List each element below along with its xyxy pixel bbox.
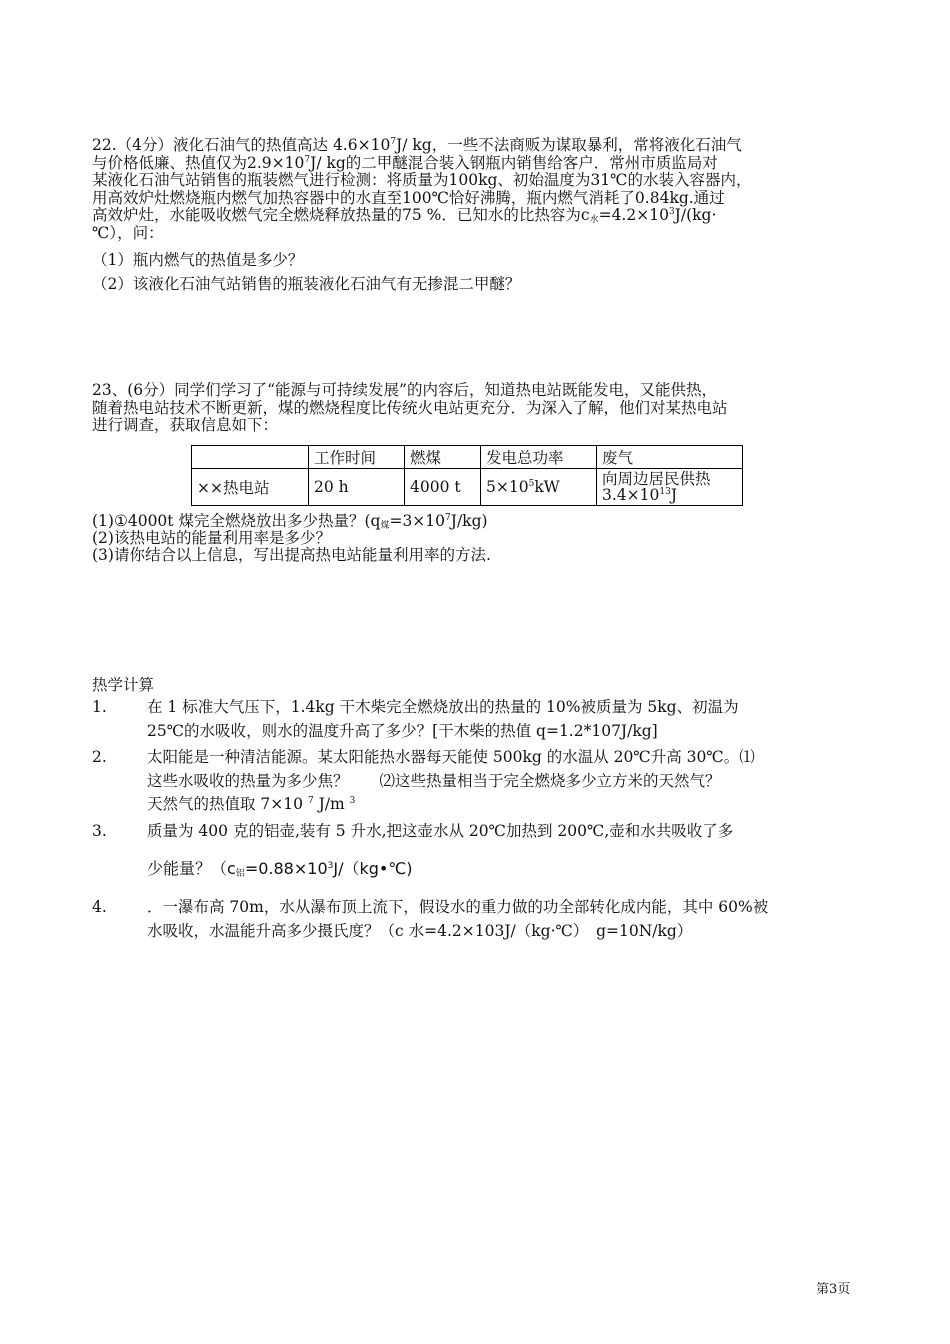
q22-line-2: 与价格低廉、热值仅为$2.9\times 10^7J/$ kg的二甲醚混合装入钢瓶内销售给客户．常州市质监局对 [92, 153, 718, 172]
q23-line-3: 进行调查，获取信息如下： [92, 416, 279, 435]
table-cell: 向周边居民供热 $3.4\times 10^{13}J$ [597, 469, 743, 506]
q22-line-1: 22.（4分）液化石油气的热值高达 $4.6\times 10^7J/$ kg，一些不法商贩为谋取暴利，常将液化石油气 [92, 136, 742, 154]
q23-sub-3: (3)请你结合以上信息，写出提高热电站能量利用率的方法. [92, 546, 491, 564]
item-number: 1. [92, 698, 107, 716]
question-22 [92, 137, 872, 243]
page-number: 第3页 [816, 1282, 851, 1297]
table-cell: ××热电站 [192, 469, 309, 506]
section-item-2 [92, 746, 872, 817]
q22-subquestions [92, 249, 872, 296]
table-cell: 20 h [309, 469, 405, 506]
item-4-line-1: ．一瀑布高 70m，水从瀑布顶上流下，假设水的重力做的功全部转化成内能，其中 60%被 [147, 898, 769, 916]
q22-line-5: 高效炉灶，水能吸收燃气完全燃烧释放热量的75 %．已知水的比热容为$c_水=4.2\times 10^3J/(kg\cdot$ [92, 206, 717, 226]
item-1-line-2: 25℃的水吸收，则水的温度升高了多少？[干木柴的热值 q=1.2*107J/kg] [147, 721, 658, 740]
section-title: 热学计算 [92, 676, 155, 694]
table-row [192, 469, 743, 506]
table-header-cell: 工作时间 [309, 446, 405, 469]
table-header-row [192, 446, 743, 469]
item-4-line-2: 水吸收，水温能升高多少摄氏度？（c 水=4.2×103J/（kg·℃） g=10N/kg） [147, 921, 693, 940]
item-3-line-1: 质量为 400 克的铝壶,装有 5 升水,把这壶水从 20℃加热到 200℃,壶和水共吸收了多 [147, 822, 734, 840]
q22-line-4: 用高效炉灶燃烧瓶内燃气加热容器中的水直至100℃恰好沸腾，瓶内燃气消耗了0.84kg.通过 [92, 188, 725, 207]
item-2-line-2: 这些水吸收的热量为多少焦？ ⑵这些热量相当于完全燃烧多少立方米的天然气？ [147, 771, 721, 790]
item-number: 3. [92, 822, 107, 840]
power-station-table [191, 445, 743, 506]
table-header-cell: 发电总功率 [481, 446, 597, 469]
table-cell: $5\times 10^5kW$ [481, 469, 597, 506]
question-23 [92, 382, 872, 435]
q23-subquestions [92, 513, 872, 564]
item-number: 2. [92, 748, 107, 766]
table-header-cell [192, 446, 309, 469]
table-cell: 4000 t [405, 469, 481, 506]
item-2-line-1: 太阳能是一种清洁能源。某太阳能热水器每天能使 500kg 的水温从 20℃升高 30℃。⑴ [147, 748, 755, 766]
section-item-3 [92, 820, 872, 880]
q23-line-2: 随着热电站技术不断更新，煤的燃烧程度比传统火电站更充分．为深入了解，他们对某热电站 [92, 398, 728, 417]
q22-sub-2: （2）该液化石油气站销售的瓶装液化石油气有无掺混二甲醚？ [92, 274, 521, 293]
q22-line-6: ℃），问： [92, 223, 164, 242]
section-item-4 [92, 896, 872, 943]
item-1-line-1: 在 1 标准大气压下，1.4kg 干木柴完全燃烧放出的热量的 10%被质量为 5kg、初温为 [147, 698, 739, 716]
section-item-1 [92, 696, 872, 743]
item-number: 4. [92, 898, 107, 916]
q23-line-1: 23、(6分）同学们学习了“能源与可持续发展”的内容后，知道热电站既能发电，又能供热， [92, 381, 717, 399]
q23-sub-2: (2)该热电站的能量利用率是多少？ [92, 529, 331, 547]
table-header-cell: 燃煤 [405, 446, 481, 469]
q22-line-3: 某液化石油气站销售的瓶装燃气进行检测：将质量为100kg、初始温度为31℃的水装入容器内， [92, 171, 752, 190]
q22-sub-1: （1）瓶内燃气的热值是多少？ [92, 251, 304, 269]
q23-sub-1: (1)①4000t 煤完全燃烧放出多少热量？$(q_煤=3\times 10^7J/kg)$ [92, 512, 488, 531]
table-header-cell: 废气 [597, 446, 743, 469]
item-3-line-2: 少能量？（$c_铝=0.88\times 10^3J/(kg•℃)$ [147, 859, 413, 879]
item-2-line-3: 天然气的热值取 7×10 $^7$ J/m $^3$ [147, 795, 356, 813]
